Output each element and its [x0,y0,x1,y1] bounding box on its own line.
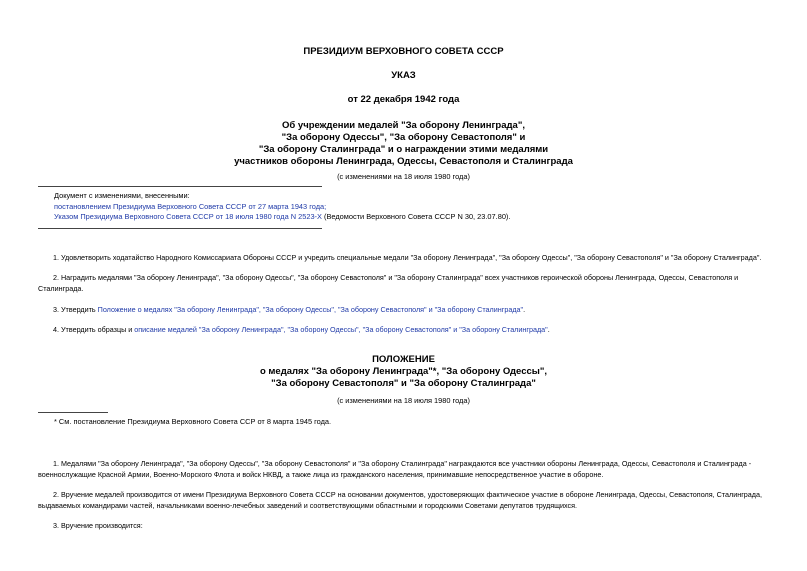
paragraph-3-prefix: 3. Утвердить [53,305,98,314]
decree-date: от 22 декабря 1942 года [347,94,460,105]
changes-link-1943[interactable]: постановлением Президиума Верховного Совета СССР от 27 марта 1943 года; [54,202,327,211]
regulation-paragraph-2: 2. Вручение медалей производится от имени Президиума Верховного Совета СССР на основании документов, удостоверяющих фактическое участие в обороне Ленинграда, Одессы, Севастополя, Сталинграда, выдаваемых командирами частей, начальниками военно-лечебных заведений и соответствующими областными и городскими Советами депутатов трудящихся. [38,490,762,510]
presidium-heading: ПРЕЗИДИУМ ВЕРХОВНОГО СОВЕТА СССР [303,46,504,57]
paragraph-1: 1. Удовлетворить ходатайство Народного Комиссариата Обороны СССР и учредить специальные медали "За оборону Ленинграда", "За оборону Одессы", "За оборону Севастополя" и "За оборону Сталинграда". [53,253,762,262]
changes-link-1980-tail: (Ведомости Верховного Совета СССР N 30, 23.07.80). [321,212,511,221]
paragraph-3 [38,304,768,315]
decree-title-line-4: участников обороны Ленинграда, Одессы, Севастополя и Сталинграда [234,156,573,167]
paragraph-3-suffix: . [523,305,526,314]
paragraph-4-suffix: . [547,325,550,334]
amended-note: (с изменениями на 18 июля 1980 года) [337,172,470,181]
changes-intro: Документ с изменениями, внесенными: [54,191,190,200]
changes-bottom-rule [38,228,322,229]
regulation-paragraph-3: 3. Вручение производится: [53,521,143,530]
changes-line-1980 [54,212,510,222]
regulation-link[interactable]: Положение о медалях "За оборону Ленинграда", "За оборону Одессы", "За оборону Севастополя" и "За оборону Сталинграда" [97,305,524,314]
decree-title-line-1: Об учреждении медалей "За оборону Ленинграда", [282,120,525,131]
regulation-amended-note: (с изменениями на 18 июля 1980 года) [337,396,470,405]
medal-description-link[interactable]: описание медалей "За оборону Ленинграда", "За оборону Одессы", "За оборону Севастополя" и "За оборону Сталинграда" [134,325,548,334]
paragraph-4 [38,324,768,335]
decree-title-line-2: "За оборону Одессы", "За оборону Севастополя" и [281,132,526,143]
paragraph-2: 2. Наградить медалями "За оборону Ленинграда", "За оборону Одессы", "За оборону Севастополя" и "За оборону Сталинграда" всех участников героической обороны Ленинграда, Одессы, Севастополя и Сталинграда. [38,273,739,293]
changes-top-rule [38,186,322,187]
paragraph-4-prefix: 4. Утвердить образцы и [53,325,135,334]
regulation-title-line-1: о медалях "За оборону Ленинграда"*, "За оборону Одессы", [259,366,548,377]
regulation-heading: ПОЛОЖЕНИЕ [372,354,435,365]
regulation-title-line-2: "За оборону Севастополя" и "За оборону Сталинграда" [271,378,536,389]
decree-title-line-3: "За оборону Сталинграда" и о награждении этими медалями [258,144,549,155]
footnote: * См. постановление Президиума Верховного Совета ССР от 8 марта 1945 года. [54,417,332,426]
doc-type-heading: УКАЗ [391,70,416,81]
footnote-rule [38,412,108,413]
changes-link-1980[interactable]: Указом Президиума Верховного Совета СССР от 18 июля 1980 года N 2523-X [54,212,322,221]
regulation-paragraph-1: 1. Медалями "За оборону Ленинграда", "За оборону Одессы", "За оборону Севастополя" и "За оборону Сталинграда" награждаются все участники обороны Ленинграда, Одессы, Севастополя и Сталинграда - военнослужащие Красной Армии, Военно-Морского Флота и войск НКВД, а также лица из гражданского населения, принимавшие непосредственное участие в обороне. [38,459,752,479]
